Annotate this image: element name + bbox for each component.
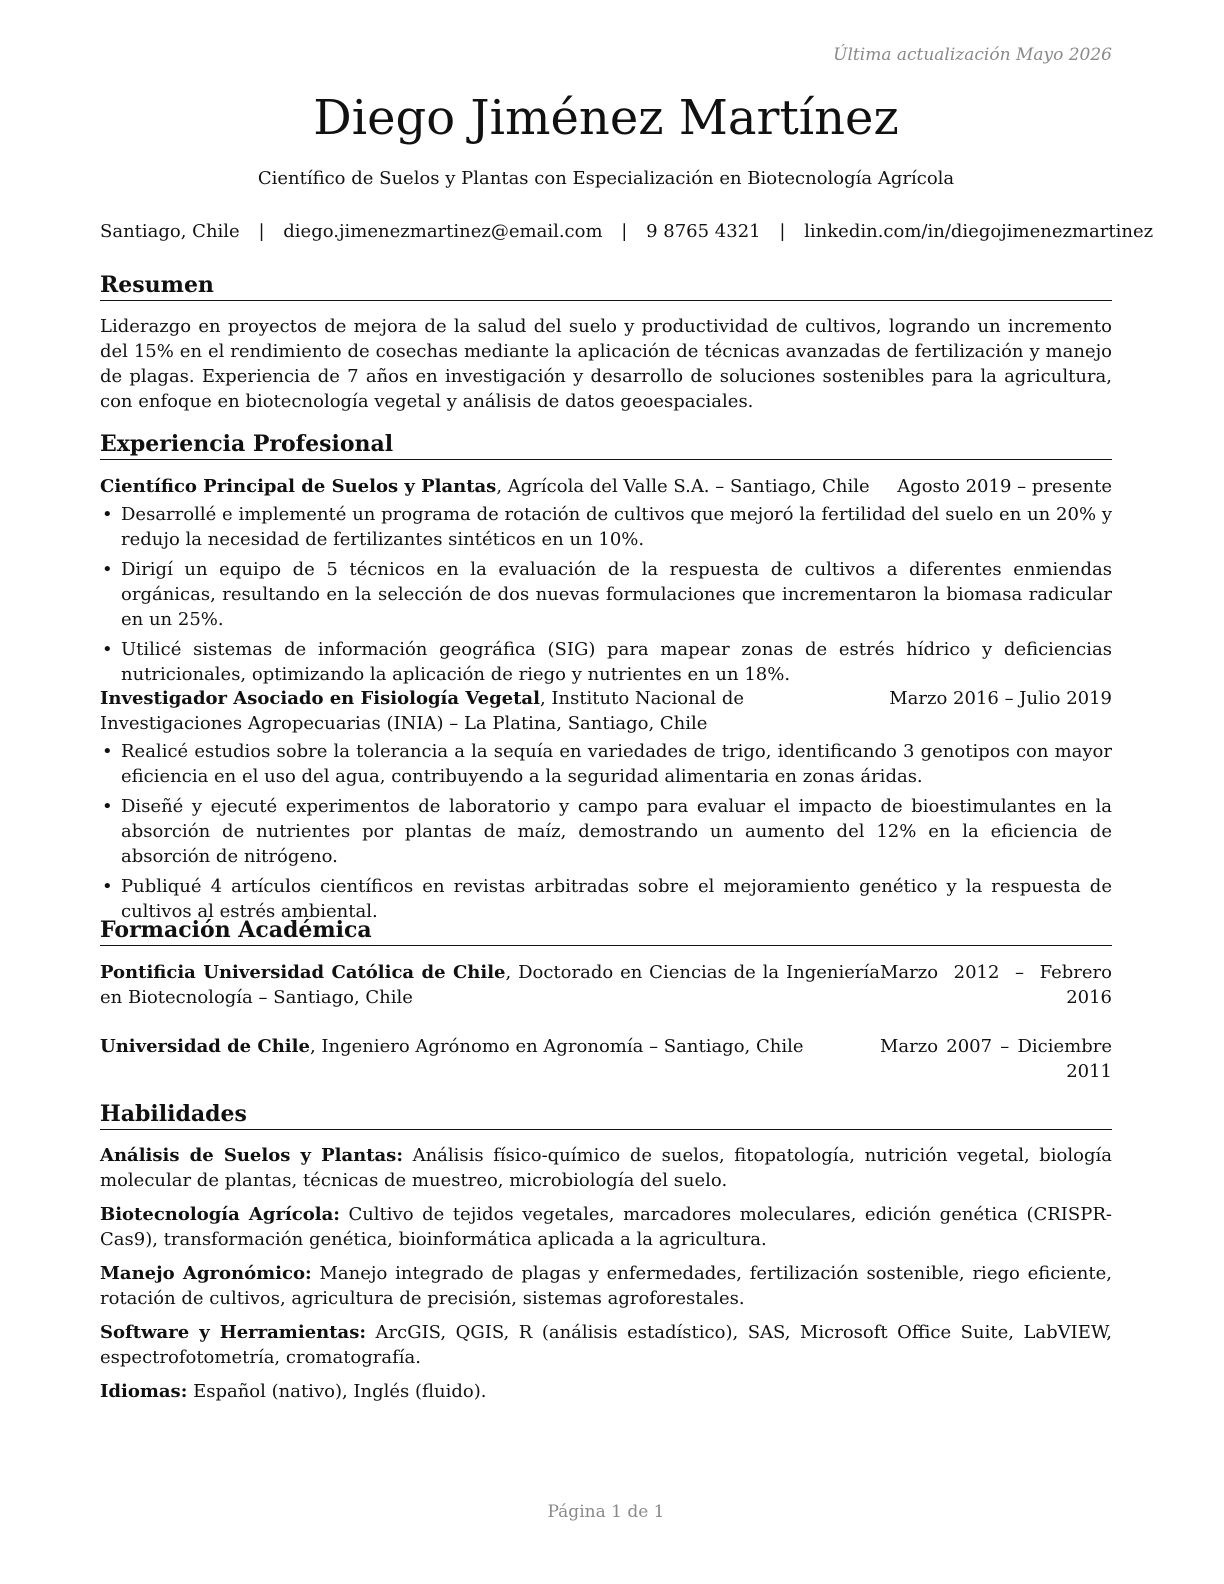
job-title: Científico Principal de Suelos y Plantas: [100, 476, 497, 497]
contact-location: Santiago, Chile: [100, 221, 240, 242]
list-item: • Desarrollé e implementé un programa de rotación de cultivos que mejoró la fertilidad del suelo en un 20% y redujo la necesidad de fertilizantes sintéticos en un 10%.: [100, 502, 1112, 552]
list-item: • Utilicé sistemas de información geográfica (SIG) para mapear zonas de estrés hídrico y deficiencias nutricionales, optimizando la aplicación de riego y nutrientes en un 18%.: [100, 637, 1112, 687]
professional-title: Científico de Suelos y Plantas con Especialización en Biotecnología Agrícola: [257, 168, 955, 189]
entry-header: [100, 686, 1112, 736]
contact-separator: |: [779, 221, 786, 242]
education-entry: [100, 1034, 1112, 1084]
skill-text: Manejo integrado de plagas y enfermedades, fertilización sostenible, riego eficiente, rotación de cultivos, agricultura de precisión, sistemas agroforestales.: [100, 1263, 1112, 1309]
skill-item: [100, 1320, 1112, 1370]
entry-header: [100, 1034, 1112, 1084]
last-updated: Última actualización Mayo 2026: [833, 45, 1112, 65]
contact-line: [100, 219, 1154, 244]
education-dates: Marzo 2007 – Diciembre 2011: [880, 1036, 1112, 1082]
job-dates: Marzo 2016 – Julio 2019: [889, 688, 1112, 709]
entry-heading: [100, 474, 897, 499]
section-title-skills: Habilidades: [100, 1100, 1112, 1130]
skill-label: Análisis de Suelos y Plantas:: [100, 1145, 403, 1166]
skill-label: Idiomas:: [100, 1381, 188, 1402]
entry-header: [100, 474, 1112, 499]
skill-text: Cultivo de tejidos vegetales, marcadores moleculares, edición genética (CRISPR-Cas9), transformación genética, bioinformática aplicada a la agricultura.: [100, 1204, 1112, 1250]
job-dates: Agosto 2019 – presente: [897, 476, 1112, 497]
skill-label: Biotecnología Agrícola:: [100, 1204, 340, 1225]
skill-item: [100, 1379, 1112, 1404]
entry-heading: [100, 960, 880, 1010]
section-title-education: Formación Académica: [100, 916, 1112, 946]
skills-block: [100, 1143, 1112, 1413]
education-dates: Marzo 2012 – Febrero 2016: [880, 962, 1112, 1008]
contact-phone: 9 8765 4321: [646, 221, 761, 242]
skill-text: ArcGIS, QGIS, R (análisis estadístico), SAS, Microsoft Office Suite, LabVIEW, espectrofotometría, cromatografía.: [100, 1322, 1112, 1368]
contact-separator: |: [621, 221, 628, 242]
entry-heading: [100, 686, 889, 736]
experience-entry: [100, 474, 1112, 692]
bullet-list: [100, 502, 1112, 687]
skill-item: [100, 1261, 1112, 1311]
skill-label: Software y Herramientas:: [100, 1322, 366, 1343]
summary-text: Liderazgo en proyectos de mejora de la salud del suelo y productividad de cultivos, logrando un incremento del 15% en el rendimiento de cosechas mediante la aplicación de técnicas avanzadas de fertilización y manejo de plagas. Experiencia de 7 años en investigación y desarrollo de soluciones sostenibles para la agricultura, con enfoque en biotecnología vegetal y análisis de datos geoespaciales.: [100, 316, 1112, 412]
skill-label: Manejo Agronómico:: [100, 1263, 312, 1284]
list-item: • Diseñé y ejecuté experimentos de laboratorio y campo para evaluar el impacto de bioestimulantes en la absorción de nutrientes por plantas de maíz, demostrando un aumento del 12% en la eficiencia de absorción de nitrógeno.: [100, 794, 1112, 869]
job-org: , Instituto Nacional de Investigaciones Agropecuarias (INIA) – La Platina, Santiago, Chile: [100, 688, 745, 734]
contact-email[interactable]: diego.jimenezmartinez@email.com: [283, 221, 603, 242]
school-name: Pontificia Universidad Católica de Chile: [100, 962, 506, 983]
education-entry: [100, 960, 1112, 1010]
page-number: Página 1 de 1: [547, 1502, 665, 1522]
list-item: • Realicé estudios sobre la tolerancia a la sequía en variedades de trigo, identificando 3 genotipos con mayor eficiencia en el uso del agua, contribuyendo a la seguridad alimentaria en zonas áridas.: [100, 739, 1112, 789]
entry-header: [100, 960, 1112, 1010]
section-title-summary: Resumen: [100, 271, 1112, 301]
skill-text: Español (nativo), Inglés (fluido).: [187, 1381, 487, 1402]
list-item: • Publiqué 4 artículos científicos en revistas arbitradas sobre el mejoramiento genético y la respuesta de cultivos al estrés ambiental.: [100, 874, 1112, 924]
contact-separator: |: [258, 221, 265, 242]
skill-item: [100, 1202, 1112, 1252]
summary-block: [100, 314, 1112, 414]
skill-text: Análisis físico-químico de suelos, fitopatología, nutrición vegetal, biología molecular de plantas, técnicas de muestreo, microbiología del suelo.: [100, 1145, 1112, 1191]
degree-detail: , Doctorado en Ciencias de la Ingeniería en Biotecnología – Santiago, Chile: [100, 962, 880, 1008]
job-org: , Agrícola del Valle S.A. – Santiago, Chile: [496, 476, 870, 497]
skill-item: [100, 1143, 1112, 1193]
school-name: Universidad de Chile: [100, 1036, 310, 1057]
experience-entry: [100, 686, 1112, 929]
list-item: • Dirigí un equipo de 5 técnicos en la evaluación de la respuesta de cultivos a diferentes enmiendas orgánicas, resultando en la selección de dos nuevas formulaciones que incrementaron la biomasa radicular en un 25%.: [100, 557, 1112, 632]
degree-detail: , Ingeniero Agrónomo en Agronomía – Santiago, Chile: [309, 1036, 804, 1057]
bullet-list: [100, 739, 1112, 924]
section-title-experience: Experiencia Profesional: [100, 430, 1112, 460]
candidate-name: Diego Jiménez Martínez: [313, 90, 899, 146]
job-title: Investigador Asociado en Fisiología Vegetal: [100, 688, 540, 709]
entry-heading: [100, 1034, 880, 1059]
contact-linkedin[interactable]: linkedin.com/in/diegojimenezmartinez: [804, 221, 1154, 242]
